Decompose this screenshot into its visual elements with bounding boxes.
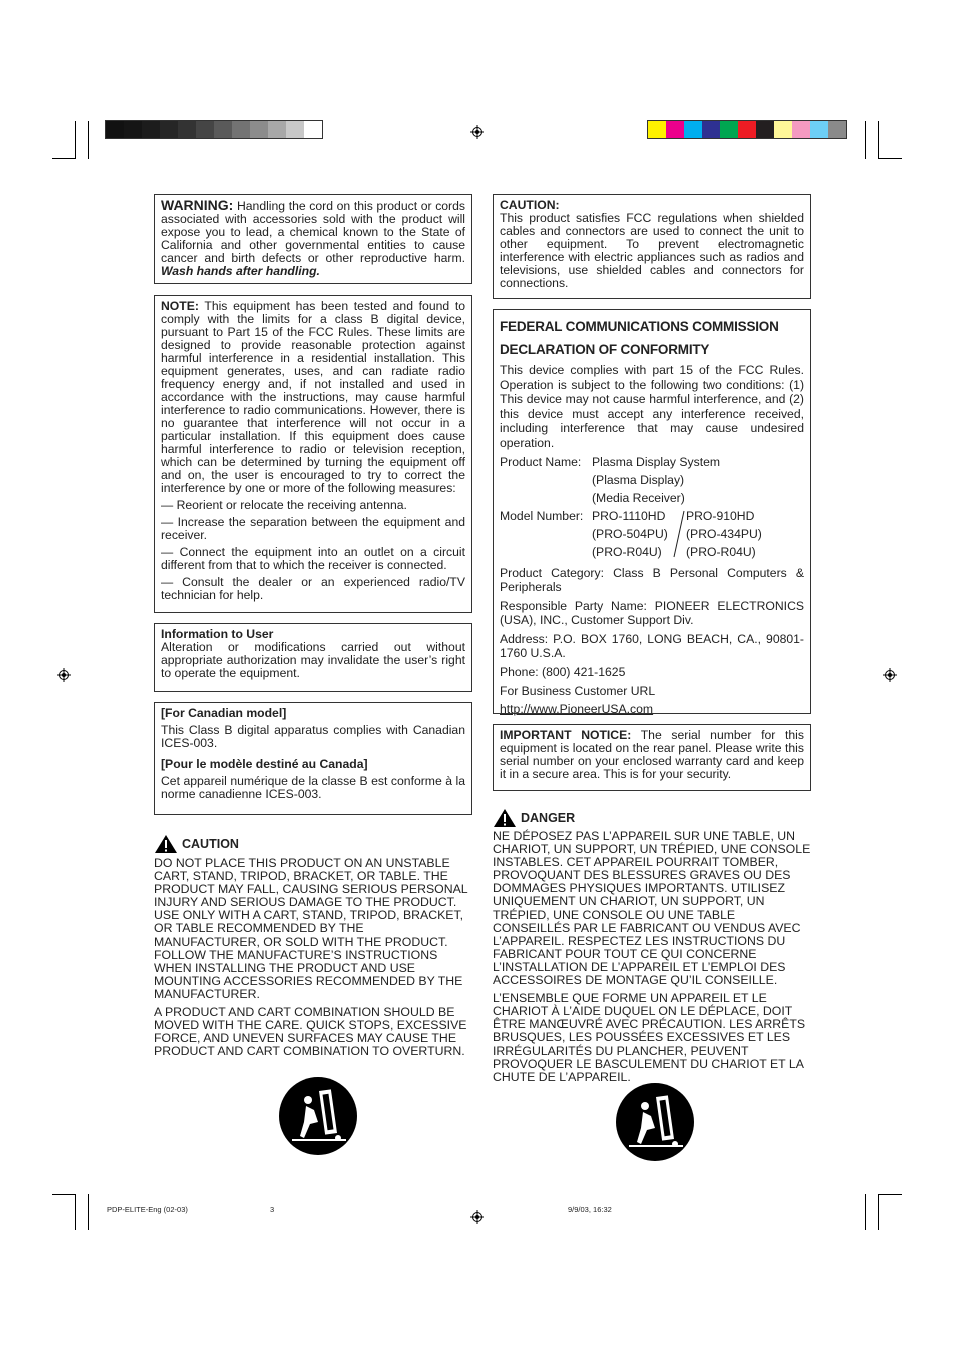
fcc-declaration-box xyxy=(493,309,811,714)
canada-text-fr: Cet appareil numérique de la classe B est conforme à la norme canadienne ICES-003. xyxy=(161,774,465,801)
color-swatch xyxy=(268,121,286,138)
danger-title: DANGER xyxy=(521,811,576,825)
fcc-text: This device complies with part 15 of the FCC Rules. Operation is subject to the following two conditions: (1) This device may not cause harmful interference, and (2) this device must accept any interference received, including interference that may cause undesired operation. xyxy=(500,363,804,450)
color-swatch xyxy=(810,121,828,138)
warning-triangle-icon xyxy=(154,834,178,854)
model-left: (PRO-R04U) xyxy=(592,545,662,559)
danger-section xyxy=(493,808,811,1084)
crop-mark xyxy=(52,158,76,159)
note-measure: — Connect the equipment into an outlet on a circuit different from that to which the receiver is connected. xyxy=(161,545,465,572)
canada-title-fr: [Pour le modèle destiné au Canada] xyxy=(161,757,368,771)
note-measure: — Consult the dealer or an experienced radio/TV technician for help. xyxy=(161,575,465,602)
product-name-label: Product Name: xyxy=(500,455,582,469)
url-label: For Business Customer URL xyxy=(500,684,656,698)
color-swatch xyxy=(286,121,304,138)
product-category: Product Category: Class B Personal Computers & Peripherals xyxy=(500,566,804,594)
crop-mark xyxy=(52,1194,76,1195)
warning-box xyxy=(154,194,472,284)
color-swatch xyxy=(142,121,160,138)
warning-triangle-icon xyxy=(493,808,517,828)
crop-mark xyxy=(865,121,866,159)
crop-mark xyxy=(878,1194,902,1195)
model-number-label: Model Number: xyxy=(500,509,584,523)
color-swatch xyxy=(720,121,738,138)
footer-file: PDP-ELITE-Eng (02-03) xyxy=(107,1205,188,1214)
model-right: PRO-910HD xyxy=(686,509,755,523)
color-swatch xyxy=(124,121,142,138)
color-swatch xyxy=(792,121,810,138)
color-swatch xyxy=(304,121,322,138)
color-swatch xyxy=(232,121,250,138)
crop-mark xyxy=(878,158,902,159)
color-swatch xyxy=(702,121,720,138)
crop-mark xyxy=(878,121,879,159)
model-right: (PRO-R04U) xyxy=(686,545,756,559)
note-label: NOTE: xyxy=(161,299,199,313)
product-name-value: Plasma Display System xyxy=(592,455,721,469)
caution-cart-p1: DO NOT PLACE THIS PRODUCT ON AN UNSTABLE CART, STAND, TRIPOD, BRACKET, OR TABLE. THE PRODUCT MAY FALL, CAUSING SERIOUS PERSONAL INJURY AND SERIOUS DAMAGE TO THE PRODUCT. USE ONLY WITH A CART, STAND, TRIPOD, BRACKET, OR TABLE RECOMMENDED BY THE MANUFACTURER, OR SOLD WITH THE PRODUCT. FOLLOW THE MANUFACTURE’S INSTRUCTIONS WHEN INSTALLING THE PRODUCT AND USE MOUNTING ACCESSORIES RECOMMENDED BY THE MANUFACTURER. xyxy=(154,856,468,1001)
product-name-value: (Media Receiver) xyxy=(592,491,685,505)
color-bar xyxy=(647,120,847,139)
important-text: The serial number for this equipment is located on the rear panel. Please write this serial number on your enclosed warranty card and keep it in a secure area. This is for your security. xyxy=(500,728,804,781)
warning-emphasis: Wash hands after handling. xyxy=(161,264,320,278)
address: Address: P.O. BOX 1760, LONG BEACH, CA., 90801-1760 U.S.A. xyxy=(500,632,804,660)
fcc-title-1: FEDERAL COMMUNICATIONS COMMISSION xyxy=(500,319,779,334)
danger-p2: L’ENSEMBLE QUE FORME UN APPAREIL ET LE CHARIOT À L’AIDE DUQUEL ON LE DÉPLACE, DOIT ÊTRE MANŒUVRÉ AVEC PRÉCAUTION. LES ARRÊTS BRUSQUES, LES POUSSÉES EXCESSIVES ET LES IRRÉGULARITÉS DU PLANCHER, PEUVENT PROVOQUER LE BASCULEMENT DU CHARIOT ET LA CHUTE DE L’APPAREIL. xyxy=(493,991,806,1084)
important-notice-box xyxy=(493,724,811,791)
caution-cart-title: CAUTION xyxy=(182,837,239,851)
canada-text-en: This Class B digital apparatus complies with Canadian ICES-003. xyxy=(161,723,465,750)
color-swatch xyxy=(214,121,232,138)
caution-fcc-text: This product satisfies FCC regulations when shielded cables and connectors are used to connect the unit to other equipment. To prevent electromagnetic interference with electric appliances such as radios and televisions, use shielded cables and connectors for connections. xyxy=(500,211,804,290)
registration-mark-icon xyxy=(470,125,484,139)
info-user-title: Information to User xyxy=(161,627,274,641)
crop-mark xyxy=(878,1194,879,1230)
canada-title-en: [For Canadian model] xyxy=(161,706,287,720)
color-swatch xyxy=(196,121,214,138)
model-right: (PRO-434PU) xyxy=(686,527,762,541)
registration-mark-icon xyxy=(57,668,71,682)
footer-page: 3 xyxy=(270,1205,275,1214)
crop-mark xyxy=(865,1194,866,1230)
color-swatch xyxy=(828,121,846,138)
caution-cart-p2: A PRODUCT AND CART COMBINATION SHOULD BE MOVED WITH THE CARE. QUICK STOPS, EXCESSIVE FORCE, AND UNEVEN SURFACES MAY CAUSE THE PRODUCT AND CART COMBINATION TO OVERTURN. xyxy=(154,1005,467,1059)
model-left: PRO-1110HD xyxy=(592,509,666,523)
color-swatch xyxy=(250,121,268,138)
color-swatch xyxy=(738,121,756,138)
color-swatch xyxy=(106,121,124,138)
note-measure: — Reorient or relocate the receiving antenna. xyxy=(161,498,407,512)
cart-tipover-icon xyxy=(278,1076,358,1156)
color-swatch xyxy=(684,121,702,138)
color-swatch xyxy=(666,121,684,138)
phone: Phone: (800) 421-1625 xyxy=(500,665,626,679)
caution-fcc-label: CAUTION: xyxy=(500,198,560,212)
fcc-title-2: DECLARATION OF CONFORMITY xyxy=(500,342,710,357)
crop-mark xyxy=(88,1194,89,1230)
caution-cart-section xyxy=(154,834,470,1058)
info-user-text: Alteration or modifications carried out without appropriate authorization may invalidate the user’s right to operate the equipment. xyxy=(161,640,465,680)
warning-text: Handling the cord on this product or cords associated with accessories sold with the product will expose you to lead, a chemical known to the State of California and other governmental entities to cause cancer and birth defects or other reproductive harm. xyxy=(161,199,465,265)
model-divider xyxy=(672,507,686,561)
color-swatch xyxy=(648,121,666,138)
color-swatch xyxy=(178,121,196,138)
note-text: This equipment has been tested and found to comply with the limits for a class B digital device, pursuant to Part 15 of the FCC Rules. These limits are designed to provide reasonable protection against harmful interference in a residential installation. This equipment generates, uses, and can radiate radio frequency energy and, if not installed and used in accordance with the instructions, may cause harmful interference to radio communications. However, there is no guarantee that interference will not occur in a particular installation. If this equipment does cause harmful interference to radio or television reception, which can be determined by turning the equipment off and on, the user is encouraged to try to correct the interference by one or more of the following measures: xyxy=(161,299,465,495)
important-label: IMPORTANT NOTICE: xyxy=(500,728,632,742)
cart-tipover-icon xyxy=(615,1082,695,1162)
note-measure: — Increase the separation between the equipment and receiver. xyxy=(161,515,465,542)
color-swatch xyxy=(160,121,178,138)
color-swatch xyxy=(756,121,774,138)
model-left: (PRO-504PU) xyxy=(592,527,668,541)
pioneer-url-link[interactable]: http://www.PioneerUSA.com xyxy=(500,702,654,716)
caution-fcc-box xyxy=(493,194,811,299)
canada-box xyxy=(154,702,472,815)
footer-date: 9/9/03, 16:32 xyxy=(568,1205,612,1214)
product-name-value: (Plasma Display) xyxy=(592,473,685,487)
danger-p1: NE DÉPOSEZ PAS L’APPAREIL SUR UNE TABLE, UN CHARIOT, UN SUPPORT, UN TRÉPIED, UNE CONSOLE INSTABLES. CET APPAREIL POURRAIT TOMBER, PROVOQUANT DES BLESSURES GRAVES OU DES DOMMAGES PHYSIQUES IMPORTANTS. UTILISEZ UNIQUEMENT UN CHARIOT, UN SUPPORT, UN TRÉPIED, UNE CONSOLE OU UNE TABLE CONSEILLÉS PAR LE FABRICANT OU VENDUS AVEC L’APPAREIL. RESPECTEZ LES INSTRUCTIONS DU FABRICANT POUR TOUT CE QUI CONCERNE L’INSTALLATION DE L’APPAREIL ET L’EMPLOI DES ACCESSOIRES DE MONTAGE QU’IL CONSEILLE. xyxy=(493,829,811,988)
warning-label: WARNING: xyxy=(161,197,234,213)
crop-mark xyxy=(75,121,76,159)
crop-mark xyxy=(75,1194,76,1230)
grayscale-bar xyxy=(105,120,323,139)
registration-mark-icon xyxy=(883,668,897,682)
color-swatch xyxy=(774,121,792,138)
responsible-party: Responsible Party Name: PIONEER ELECTRONICS (USA), INC., Customer Support Div. xyxy=(500,599,804,627)
note-box xyxy=(154,295,472,613)
crop-mark xyxy=(88,121,89,159)
registration-mark-icon xyxy=(470,1210,484,1224)
info-user-box xyxy=(154,623,472,692)
